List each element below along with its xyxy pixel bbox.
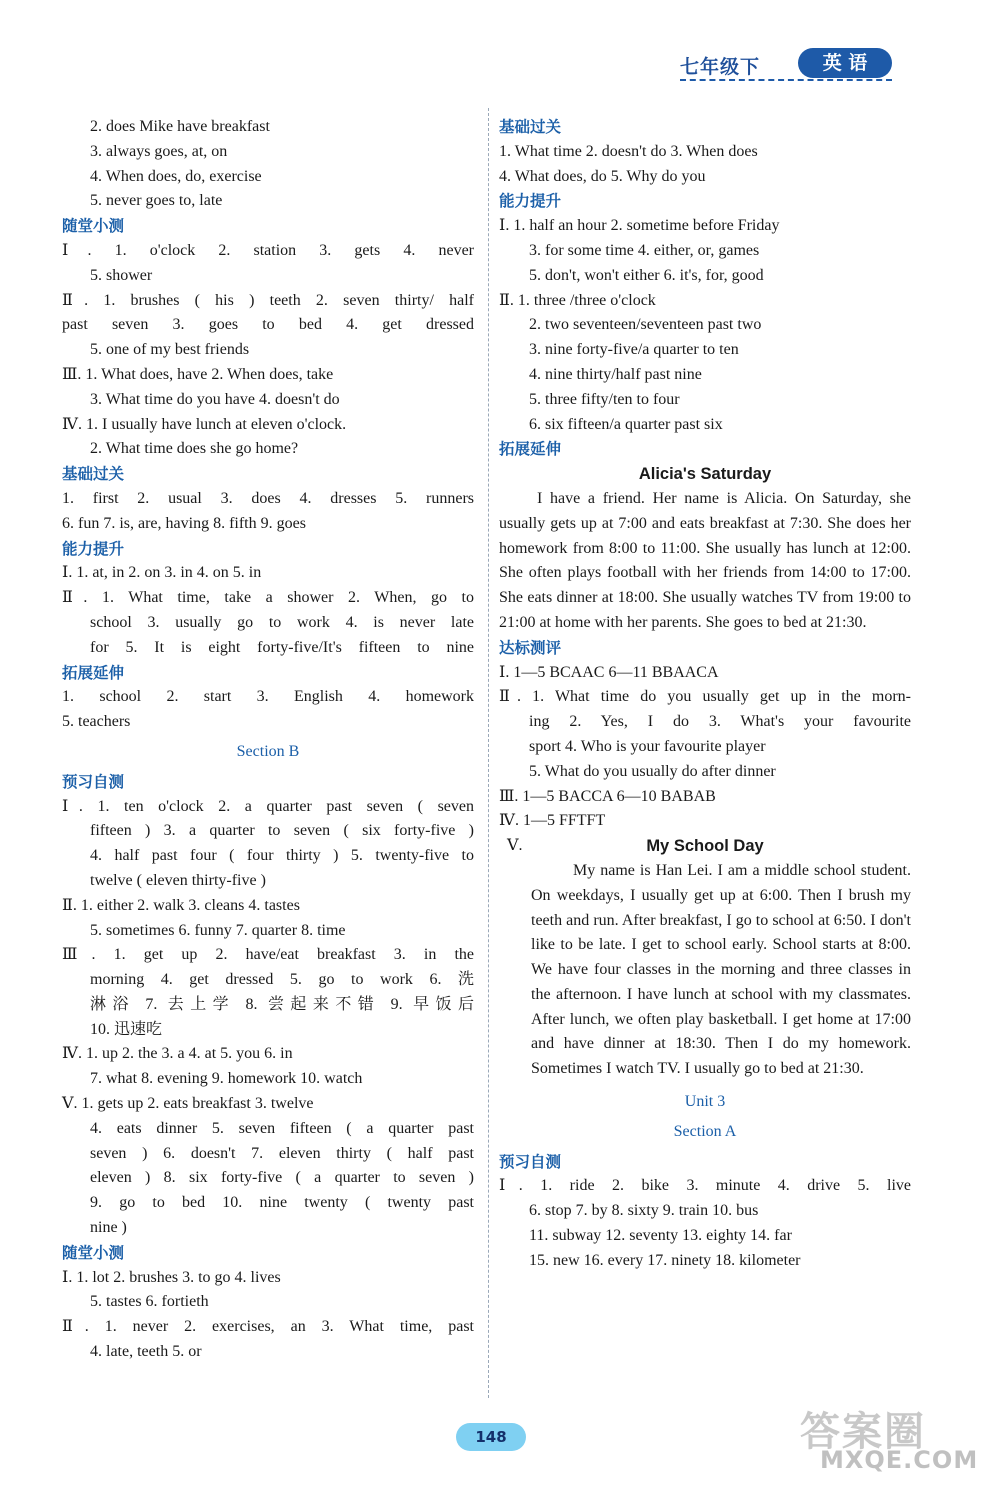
essay-paragraph: I have a friend. Her name is Alicia. On Saturday, she usually gets up at 7:00 and eats breakfast at 7:30. She does her homework from 8:00 to 11:00. She usually has lunch at 12:00. She often plays football with her friends from 14:00 to 17:00. She eats dinner at 18:00. She usually watches TV from 19:00 to 21:00 at home with her parents. She goes to bed at 21:30.: [499, 489, 911, 631]
answer-line: Ⅰ. 1. ride 2. bike 3. minute 4. drive 5. live: [499, 1177, 911, 1195]
answer-line: morning 4. get dressed 5. go to work 6. 洗: [90, 971, 474, 989]
essay-title: My School Day: [646, 837, 764, 856]
answer-line: fifteen ) 3. a quarter to seven ( six forty-five ): [90, 822, 474, 840]
subject-badge: 英 语: [798, 48, 892, 78]
answer-line: Ⅴ. 1. gets up 2. eats breakfast 3. twelve: [62, 1095, 314, 1113]
answer-line: 5. tastes 6. fortieth: [90, 1293, 209, 1311]
answer-line: 4. eats dinner 5. seven fifteen ( a quarter past: [90, 1119, 474, 1137]
answer-line: Ⅰ. 1. o'clock 2. station 3. gets 4. never: [62, 241, 474, 259]
answer-line: Ⅰ. 1—5 BCAAC 6—11 BBAACA: [499, 663, 719, 681]
answer-line: 3. always goes, at, on: [90, 142, 228, 160]
answer-line: school 3. usually go to work 4. is never late: [90, 613, 474, 631]
answer-line: 5. don't, won't either 6. it's, for, good: [529, 266, 764, 284]
answer-line: 4. half past four ( four thirty ) 5. twenty-five to: [90, 847, 474, 865]
watermark-glyph: 答案圈: [800, 1409, 926, 1455]
answer-line: Ⅰ. 1. ten o'clock 2. a quarter past seven ( seven: [62, 797, 474, 815]
answer-line: past seven 3. goes to bed 4. get dressed: [62, 316, 474, 334]
answer-line: Ⅳ. 1. I usually have lunch at eleven o'clock.: [62, 415, 347, 433]
answer-line: Ⅲ. 1—5 BACCA 6—10 BABAB: [499, 787, 716, 805]
answer-line: 10. 迅速吃: [90, 1020, 163, 1038]
answer-line: 2. does Mike have breakfast: [90, 118, 270, 135]
answer-line: 1. school 2. start 3. English 4. homework: [62, 688, 474, 706]
answer-line: 5. What do you usually do after dinner: [529, 762, 776, 780]
page-header: [680, 46, 895, 86]
answer-line: 6. fun 7. is, are, having 8. fifth 9. goes: [62, 514, 306, 532]
answer-line: nine ): [90, 1219, 127, 1237]
answer-line: 6. six fifteen/a quarter past six: [529, 415, 723, 433]
essay-block: [499, 834, 911, 1082]
answer-line: Ⅲ. 1. What does, have 2. When does, take: [62, 365, 334, 383]
answer-line: 5. teachers: [62, 713, 131, 731]
answer-line: Ⅱ. 1. either 2. walk 3. cleans 4. tastes: [62, 896, 300, 914]
answer-line: Ⅳ. 1—5 FFTFT: [499, 812, 606, 830]
answer-line: 5. never goes to, late: [90, 192, 223, 210]
section-heading: 基础过关: [62, 465, 125, 484]
answer-line: 7. what 8. evening 9. homework 10. watch: [90, 1070, 363, 1088]
section-heading: 预习自测: [499, 1152, 562, 1171]
item-label: Ⅴ.: [507, 837, 523, 855]
page-number: 148: [456, 1423, 526, 1451]
section-heading: 随堂小测: [62, 1243, 125, 1262]
answer-line: 5. one of my best friends: [90, 341, 250, 359]
answer-line: 9. go to bed 10. nine twenty ( twenty past: [90, 1194, 474, 1212]
answer-line: 4. When does, do, exercise: [90, 167, 262, 185]
answer-line: Ⅰ. 1. at, in 2. on 3. in 4. on 5. in: [62, 564, 262, 582]
section-heading: 预习自测: [62, 772, 125, 791]
answer-line: 5. three fifty/ten to four: [529, 390, 680, 408]
answer-line: Ⅱ. 1. What time do you usually get up in the morn-: [499, 688, 911, 706]
answer-line: 3. for some time 4. either, or, games: [529, 241, 760, 259]
essay-title: Alicia's Saturday: [638, 465, 772, 484]
answer-line: 2. What time does she go home?: [90, 440, 299, 458]
answer-line: 11. subway 12. seventy 13. eighty 14. far: [529, 1227, 792, 1245]
answer-line: Ⅰ. 1. half an hour 2. sometime before Friday: [499, 217, 780, 235]
answer-line: 3. What time do you have 4. doesn't do: [90, 390, 340, 408]
answer-line: 5. sometimes 6. funny 7. quarter 8. time: [90, 921, 346, 939]
column-divider: [488, 108, 489, 1398]
answer-line: 4. nine thirty/half past nine: [529, 365, 702, 383]
section-heading: 拓展延伸: [62, 663, 125, 682]
left-column: [62, 115, 474, 1365]
answer-line: eleven ) 8. six forty-five ( a quarter to seven ): [90, 1169, 474, 1187]
answer-line: 1. first 2. usual 3. does 4. dresses 5. runners: [62, 489, 474, 507]
answer-line: twelve ( eleven thirty-five ): [90, 871, 266, 889]
section-heading: 基础过关: [499, 118, 562, 136]
answer-line: Ⅲ. 1. get up 2. have/eat breakfast 3. in the: [62, 946, 474, 964]
essay-paragraph: My name is Han Lei. I am a middle school student. On weekdays, I usually get up at 6:00. Then I brush my teeth and run. After breakfast, I go to school at 6:50. I don't like to be late. I get to school early. School starts at 8:00. We have four classes in the morning and three classes in the afternoon. I have lunch at school with my classmates. After lunch, we often play basketball. I get home at 17:00 and have dinner at 18:30. Then I do my homework. Sometimes I watch TV. I usually go to bed at 21:30.: [531, 861, 911, 1078]
section-heading: 能力提升: [499, 192, 562, 211]
answer-line: Ⅱ. 1. brushes ( his ) teeth 2. seven thirty/ half: [62, 291, 474, 309]
answer-line: 淋浴 7. 去上学 8. 尝起来不错 9. 早饭后: [90, 995, 474, 1013]
right-column: [499, 115, 911, 1274]
answer-line: 3. nine forty-five/a quarter to ten: [529, 341, 739, 359]
answer-line: Ⅳ. 1. up 2. the 3. a 4. at 5. you 6. in: [62, 1045, 293, 1063]
answer-line: 4. What does, do 5. Why do you: [499, 167, 706, 185]
watermark-text: MXQE.COM: [820, 1446, 979, 1474]
answer-line: for 5. It is eight forty-five/It's fifteen to nine: [90, 638, 474, 656]
section-title: Section A: [673, 1122, 737, 1140]
section-heading: 拓展延伸: [499, 440, 562, 459]
answer-line: Ⅰ. 1. lot 2. brushes 3. to go 4. lives: [62, 1268, 281, 1286]
section-heading: 达标测评: [499, 638, 562, 657]
answer-line: 4. late, teeth 5. or: [90, 1343, 202, 1361]
answer-line: 6. stop 7. by 8. sixty 9. train 10. bus: [529, 1202, 759, 1220]
grade-label: 七年级下: [680, 56, 761, 78]
answer-line: Ⅱ. 1. three /three o'clock: [499, 291, 656, 309]
answer-line: ing 2. Yes, I do 3. What's your favourite: [529, 713, 911, 731]
section-title: Section B: [236, 742, 300, 760]
unit-title: Unit 3: [684, 1093, 726, 1111]
header-rule: [680, 79, 892, 81]
section-heading: 随堂小测: [62, 217, 125, 236]
answer-line: 5. shower: [90, 266, 153, 284]
answer-line: 1. What time 2. doesn't do 3. When does: [499, 142, 758, 160]
answer-line: sport 4. Who is your favourite player: [529, 737, 766, 755]
section-heading: 能力提升: [62, 539, 125, 558]
answer-line: 2. two seventeen/seventeen past two: [529, 316, 762, 334]
watermark-logo: [800, 1400, 990, 1480]
answer-line: Ⅱ. 1. never 2. exercises, an 3. What time, past: [62, 1318, 474, 1336]
answer-line: 15. new 16. every 17. ninety 18. kilometer: [529, 1251, 801, 1269]
answer-line: seven ) 6. doesn't 7. eleven thirty ( half past: [90, 1144, 474, 1162]
answer-line: Ⅱ. 1. What time, take a shower 2. When, go to: [62, 589, 474, 607]
